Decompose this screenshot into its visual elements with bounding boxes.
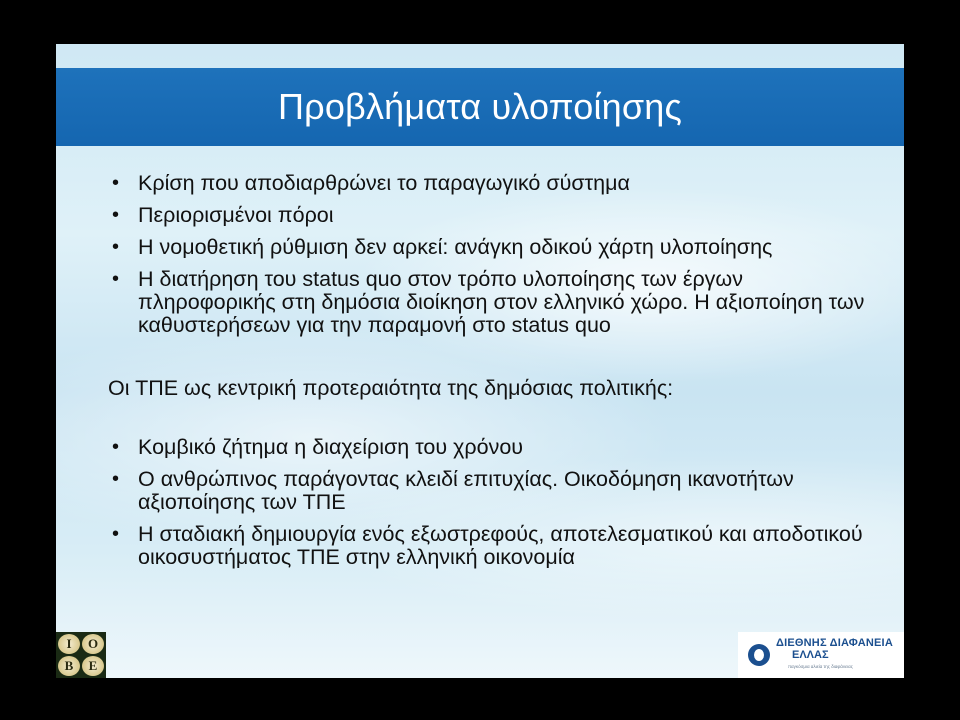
bullet-item: • Κομβικό ζήτημα η διαχείριση του χρόνου xyxy=(108,436,878,459)
transparency-international-logo xyxy=(738,632,904,678)
bullet-item: • Περιορισμένοι πόροι xyxy=(108,204,878,227)
logo-letter: Ι xyxy=(58,634,80,654)
slide-title: Προβλήματα υλοποίησης xyxy=(277,86,683,127)
iobe-logo xyxy=(56,632,106,678)
title-band xyxy=(56,68,904,146)
logo-tagline: παγκόσμια αλιεία της διαφάνειας xyxy=(788,664,853,669)
bullet-item: • Ο ανθρώπινος παράγοντας κλειδί επιτυχίας. Οικοδόμηση ικανοτήτων αξιοποίησης των ΤΠΕ xyxy=(108,468,878,514)
bullet-item: • Η διατήρηση του status quo στον τρόπο υλοποίησης των έργων πληροφορικής στη δημόσια διοίκηση στον ελληνικό χώρο. Η αξιοποίηση των καθυστερήσεων για την παραμονή στο status quo xyxy=(108,268,878,337)
bullet-list-bottom xyxy=(108,436,878,569)
logo-letter: Ο xyxy=(82,634,104,654)
bullet-item: • Η νομοθετική ρύθμιση δεν αρκεί: ανάγκη οδικού χάρτη υλοποίησης xyxy=(108,236,878,259)
logo-line1: ΔΙΕΘΝΗΣ ΔΙΑΦΑΝΕΙΑ xyxy=(776,637,893,649)
bullet-item: • Κρίση που αποδιαρθρώνει το παραγωγικό σύστημα xyxy=(108,172,878,195)
section-heading: Οι ΤΠΕ ως κεντρική προτεραιότητα της δημόσιας πολιτικής: xyxy=(108,376,674,400)
slide xyxy=(56,44,904,678)
logo-letter: Ε xyxy=(82,656,104,676)
logo-line2: ΕΛΛΑΣ xyxy=(792,649,829,661)
logo-text xyxy=(776,637,893,673)
bullet-list-top xyxy=(108,172,878,337)
slide-content xyxy=(108,172,878,578)
logo-letter: Β xyxy=(58,656,80,676)
globe-icon xyxy=(748,644,770,666)
bullet-item: • Η σταδιακή δημιουργία ενός εξωστρεφούς, αποτελεσματικού και αποδοτικού οικοσυστήματος ΤΠΕ στην ελληνική οικονομία xyxy=(108,523,878,569)
